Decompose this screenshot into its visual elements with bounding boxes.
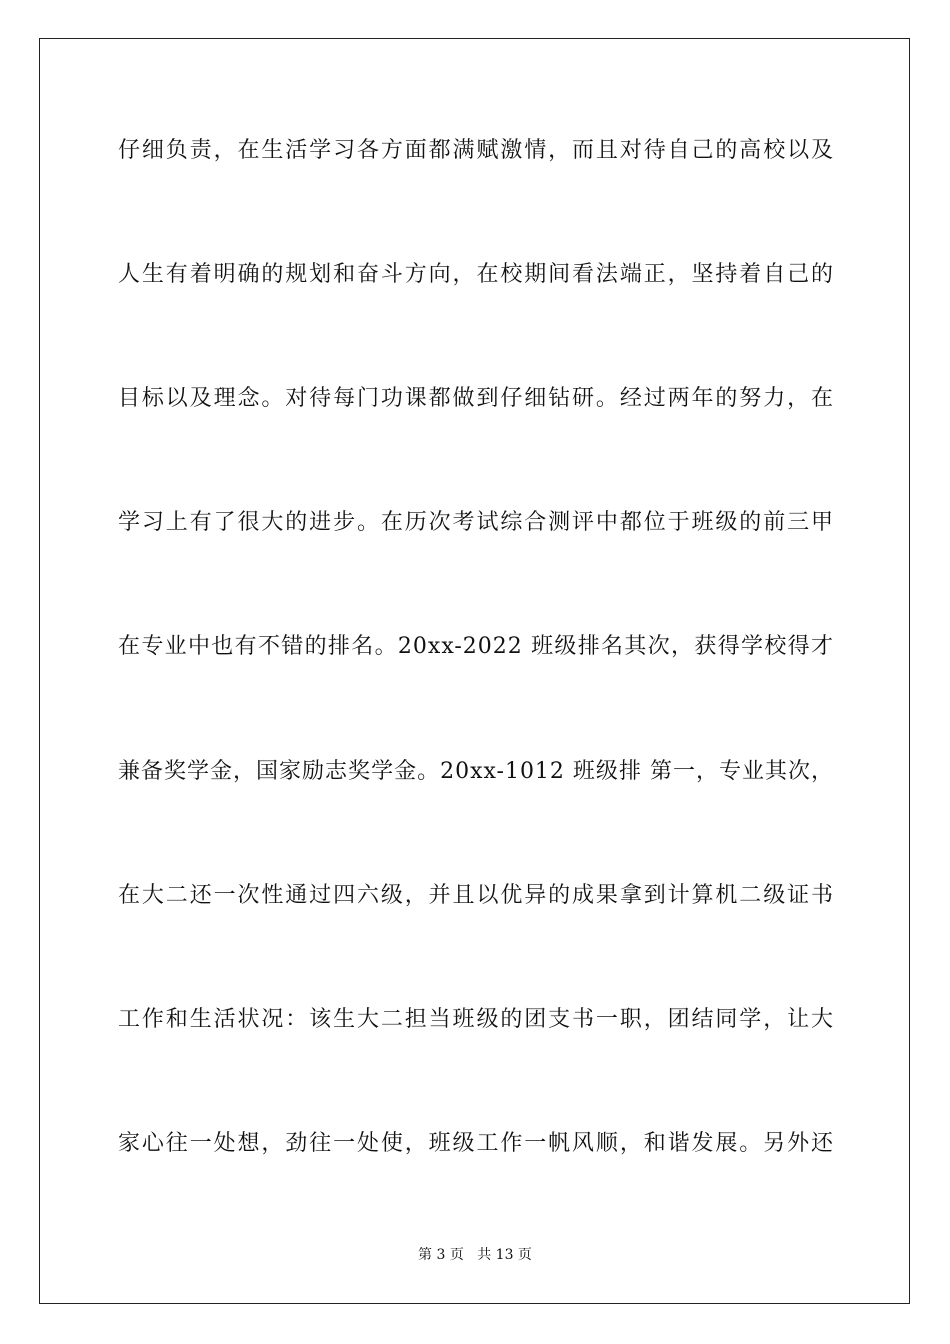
text-line: 工作和生活状况：该生大二担当班级的团支书一职，团结同学，让大 — [118, 1007, 834, 1032]
text-line: 学习上有了很大的进步。在历次考试综合测评中都位于班级的前三甲 — [118, 510, 834, 535]
text-line: 在大二还一次性通过四六级，并且以优异的成果拿到计算机二级证书 — [118, 883, 834, 908]
text-line: 仔细负责，在生活学习各方面都满赋激情，而且对待自己的高校以及 — [118, 138, 834, 163]
text-line: 兼备奖学金，国家励志奖学金。20xx-1012 班级排 第一，专业其次， — [118, 759, 834, 784]
text-line: 目标以及理念。对待每门功课都做到仔细钻研。经过两年的努力，在 — [118, 386, 834, 411]
page-footer — [0, 1246, 950, 1264]
text-line: 家心往一处想，劲往一处使，班级工作一帆风顺，和谐发展。另外还 — [118, 1131, 834, 1156]
text-line: 人生有着明确的规划和奋斗方向，在校期间看法端正，坚持着自己的 — [118, 262, 834, 287]
page-border — [39, 38, 910, 1304]
page-number: 第 3 页 — [418, 1247, 464, 1263]
text-line: 在专业中也有不错的排名。20xx-2022 班级排名其次，获得学校得才 — [118, 634, 834, 659]
page-total: 共 13 页 — [477, 1247, 532, 1263]
